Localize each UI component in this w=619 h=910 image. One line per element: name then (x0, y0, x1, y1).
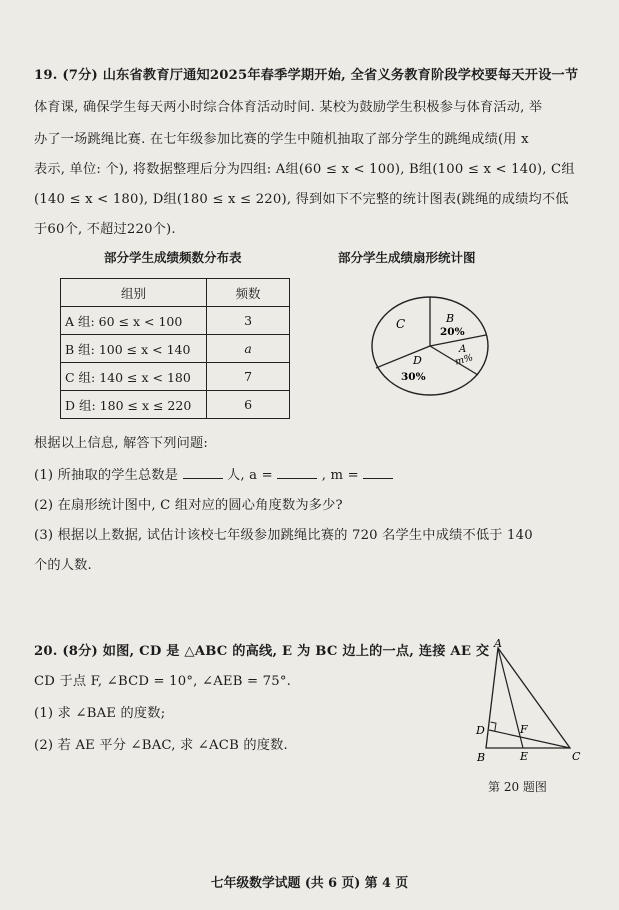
q20-line-2: CD 于点 F, ∠BCD = 10°, ∠AEB = 75°. (34, 674, 292, 689)
table-caption: 部分学生成绩频数分布表 (104, 250, 242, 265)
slice-value-d: 30% (401, 371, 426, 383)
table-header-frequency: 频数 (207, 279, 290, 307)
triangle-figure (468, 638, 588, 768)
answer-blank-m[interactable] (363, 466, 393, 479)
q19-line-5: (140 ≤ x < 180), D组(180 ≤ x ≤ 220), 得到如下不完整的统计图表(跳绳的成绩均不低 (34, 192, 569, 207)
q19-line-2: 体育课, 确保学生每天两小时综合体育活动时间. 某校为鼓励学生积极参与体育活动, 举 (34, 100, 543, 115)
point-label-c: C (572, 750, 581, 763)
point-label-d: D (476, 724, 485, 737)
q20-line-1: 20. (8分) 如图, CD 是 △ABC 的高线, E 为 BC 边上的一点, 连接 AE 交 (34, 644, 490, 659)
slice-value-a: m% (453, 352, 475, 368)
figure-caption: 第 20 题图 (488, 780, 547, 794)
slice-label-b: B (446, 312, 455, 325)
point-label-f: F (520, 723, 528, 736)
q19-line-4: 表示, 单位: 个), 将数据整理后分为四组: A组(60 ≤ x < 100), B组(100 ≤ x < 140), C组 (34, 162, 575, 177)
table-row (61, 363, 290, 391)
triangle-abc (486, 648, 570, 748)
point-label-e: E (520, 750, 529, 763)
table-cell-frequency: 3 (207, 307, 290, 335)
table-cell-frequency: a (207, 335, 290, 363)
table-cell-group: C 组: 140 ≤ x < 180 (61, 363, 207, 391)
table-row (61, 335, 290, 363)
table-header-group: 组别 (61, 279, 207, 307)
table-cell-group: B 组: 100 ≤ x < 140 (61, 335, 207, 363)
q19-part-1-a-label: 人, a = (226, 468, 273, 483)
point-label-a: A (494, 638, 502, 650)
table-row (61, 391, 290, 419)
answer-blank-total[interactable] (183, 466, 223, 479)
q19-part-1 (34, 464, 393, 483)
slice-label-c: C (396, 317, 406, 331)
q19-intro: 根据以上信息, 解答下列问题: (34, 436, 209, 451)
table-cell-group: A 组: 60 ≤ x < 100 (61, 307, 207, 335)
frequency-table (60, 278, 290, 419)
q20-part-1: (1) 求 ∠BAE 的度数; (34, 706, 166, 721)
table-row (61, 307, 290, 335)
page-footer: 七年级数学试题 (共 6 页) 第 4 页 (210, 876, 409, 891)
segment-cd (489, 730, 570, 748)
table-cell-group: D 组: 180 ≤ x ≤ 220 (61, 391, 207, 419)
point-label-b: B (477, 751, 486, 764)
pie-divider-d-c (376, 346, 430, 368)
slice-value-b: 20% (440, 326, 465, 338)
q19-line-3: 办了一场跳绳比赛. 在七年级参加比赛的学生中随机抽取了部分学生的跳绳成绩(用 x (34, 132, 529, 147)
q19-line-1: 19. (7分) 山东省教育厅通知2025年春季学期开始, 全省义务教育阶段学校要每天开设一节 (34, 68, 579, 83)
q19-part-2: (2) 在扇形统计图中, C 组对应的圆心角度数为多少? (34, 498, 343, 513)
slice-label-d: D (413, 354, 422, 367)
slice-label-a: A (459, 344, 467, 355)
table-header-row (61, 279, 290, 307)
q19-line-6: 于60个, 不超过220个). (34, 222, 176, 237)
chart-caption: 部分学生成绩扇形统计图 (338, 250, 476, 265)
right-angle-mark (491, 722, 497, 731)
q19-part-3-line-1: (3) 根据以上数据, 试估计该校七年级参加跳绳比赛的 720 名学生中成绩不低于 140 (34, 528, 533, 543)
answer-blank-a[interactable] (277, 466, 317, 479)
q19-part-1-m-label: , m = (321, 468, 359, 483)
table-cell-frequency: 6 (207, 391, 290, 419)
pie-chart (366, 292, 496, 400)
table-cell-frequency: 7 (207, 363, 290, 391)
q19-part-3-line-2: 个的人数. (34, 558, 92, 573)
q20-part-2: (2) 若 AE 平分 ∠BAC, 求 ∠ACB 的度数. (34, 738, 288, 753)
q19-part-1-prefix: (1) 所抽取的学生总数是 (34, 468, 179, 483)
